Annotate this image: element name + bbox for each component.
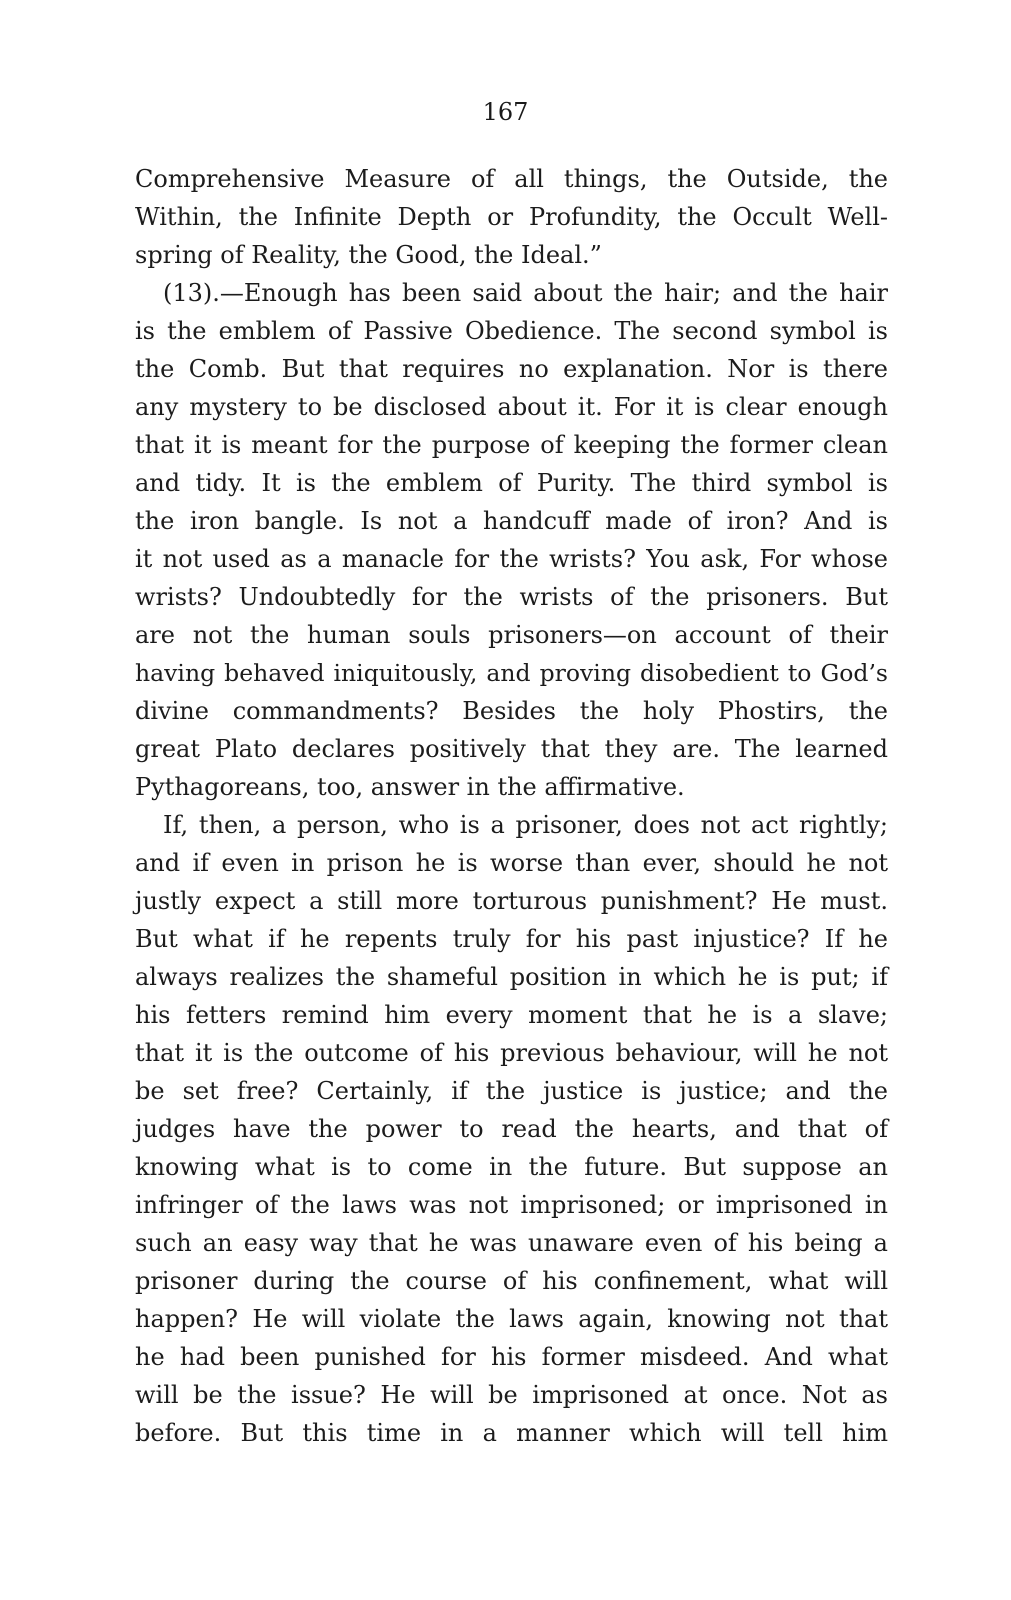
page-number: 167 <box>482 98 529 126</box>
text-line: wrists? Undoubtedly for the wrists of the prisoners. But <box>135 583 888 611</box>
text-line: it not used as a manacle for the wrists? You ask, For whose <box>135 545 888 573</box>
text-line: divine commandments? Besides the holy Phostirs, the <box>135 697 888 725</box>
text-line: be set free? Certainly, if the justice is justice; and the <box>135 1077 888 1105</box>
text-line: prisoner during the course of his confinement, what will <box>135 1267 888 1295</box>
text-line: always realizes the shameful position in which he is put; if <box>135 963 888 991</box>
text-line: Pythagoreans, too, answer in the affirmative. <box>135 773 685 801</box>
text-line: his fetters remind him every moment that he is a slave; <box>135 1001 888 1029</box>
text-line: (13).—Enough has been said about the hair; and the hair <box>163 279 888 307</box>
text-line: Within, the Infinite Depth or Profundity, the Occult Well- <box>135 203 888 231</box>
text-line: any mystery to be disclosed about it. For it is clear enough <box>135 393 888 421</box>
text-line: If, then, a person, who is a prisoner, does not act rightly; <box>163 811 888 839</box>
text-line: such an easy way that he was unaware even of his being a <box>135 1229 888 1257</box>
text-line: will be the issue? He will be imprisoned at once. Not as <box>135 1381 888 1409</box>
body-text <box>135 160 888 1452</box>
text-line: are not the human souls prisoners—on account of their <box>135 621 888 649</box>
text-line: is the emblem of Passive Obedience. The second symbol is <box>135 317 888 345</box>
text-line: knowing what is to come in the future. But suppose an <box>135 1153 888 1181</box>
text-line: having behaved iniquitously, and proving disobedient to God’s <box>135 659 888 687</box>
text-line: spring of Reality, the Good, the Ideal.” <box>135 241 602 269</box>
text-line: before. But this time in a manner which will tell him <box>135 1419 888 1447</box>
text-line: infringer of the laws was not imprisoned; or imprisoned in <box>135 1191 888 1219</box>
text-line: the Comb. But that requires no explanation. Nor is there <box>135 355 888 383</box>
text-line: that it is the outcome of his previous behaviour, will he not <box>135 1039 888 1067</box>
text-line: that it is meant for the purpose of keeping the former clean <box>135 431 888 459</box>
text-line: Comprehensive Measure of all things, the Outside, the <box>135 165 888 193</box>
text-line: he had been punished for his former misdeed. And what <box>135 1343 888 1371</box>
text-line: judges have the power to read the hearts, and that of <box>135 1115 888 1143</box>
text-line: But what if he repents truly for his past injustice? If he <box>135 925 888 953</box>
text-line: and tidy. It is the emblem of Purity. The third symbol is <box>135 469 888 497</box>
text-line: happen? He will violate the laws again, knowing not that <box>135 1305 888 1333</box>
text-line: justly expect a still more torturous punishment? He must. <box>135 887 888 915</box>
text-line: the iron bangle. Is not a handcuff made of iron? And is <box>135 507 888 535</box>
text-line: and if even in prison he is worse than ever, should he not <box>135 849 888 877</box>
text-line: great Plato declares positively that they are. The learned <box>135 735 888 763</box>
